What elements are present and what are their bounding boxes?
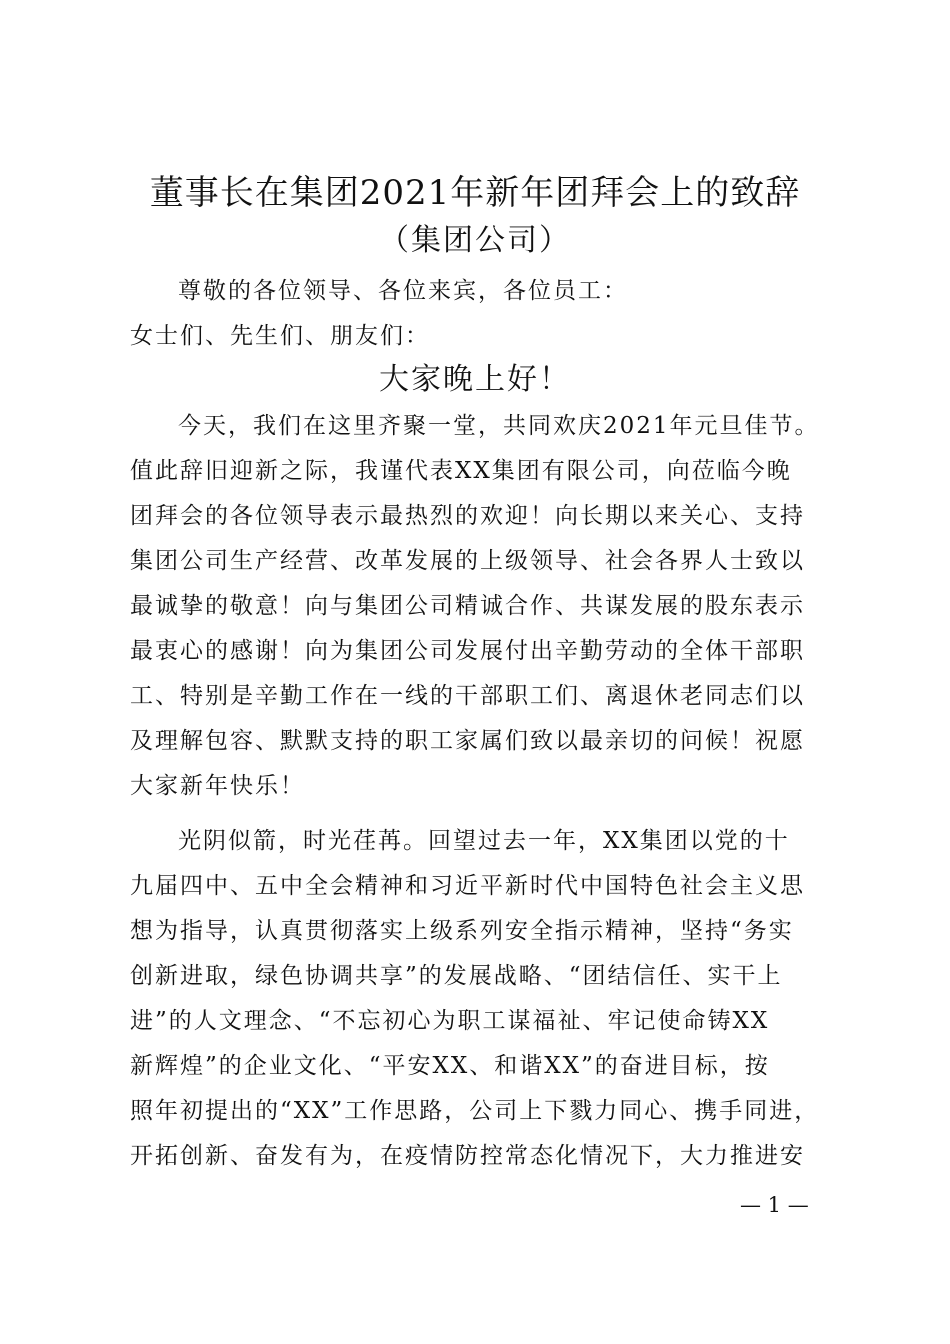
paragraph-line: 最诚挚的敬意！向与集团公司精诚合作、共谋发展的股东表示 xyxy=(130,593,805,619)
paragraph-line: 开拓创新、奋发有为，在疫情防控常态化情况下，大力推进安 xyxy=(130,1143,805,1169)
page-number: — 1 — xyxy=(740,1193,809,1217)
paragraph-line: 新辉煌”的企业文化、“平安XX、和谐XX”的奋进目标，按 xyxy=(130,1053,770,1079)
paragraph-line: 今天，我们在这里齐聚一堂，共同欢庆2021年元旦佳节。 xyxy=(178,413,820,439)
salutation-line: 女士们、先生们、朋友们： xyxy=(130,323,430,349)
paragraph-line: 及理解包容、默默支持的职工家属们致以最亲切的问候！祝愿 xyxy=(130,728,805,754)
paragraph-line: 团拜会的各位领导表示最热烈的欢迎！向长期以来关心、支持 xyxy=(130,503,805,529)
paragraph-line: 集团公司生产经营、改革发展的上级领导、社会各界人士致以 xyxy=(130,548,805,574)
paragraph-line: 九届四中、五中全会精神和习近平新时代中国特色社会主义思 xyxy=(130,873,805,899)
document-subtitle: （集团公司） xyxy=(379,223,571,258)
paragraph-line: 照年初提出的“XX”工作思路，公司上下戮力同心、携手同进， xyxy=(130,1098,820,1124)
paragraph-line: 值此辞旧迎新之际，我谨代表XX集团有限公司，向莅临今晚 xyxy=(130,458,792,484)
paragraph-line: 光阴似箭，时光荏苒。回望过去一年，XX集团以党的十 xyxy=(178,828,790,854)
paragraph-line: 最衷心的感谢！向为集团公司发展付出辛勤劳动的全体干部职 xyxy=(130,638,805,664)
paragraph-line: 大家新年快乐！ xyxy=(130,773,305,799)
paragraph-line: 创新进取，绿色协调共享”的发展战略、“团结信任、实干上 xyxy=(130,963,783,989)
paragraph-line: 工、特别是辛勤工作在一线的干部职工们、离退休老同志们以 xyxy=(130,683,805,709)
greeting-heading: 大家晚上好！ xyxy=(379,362,571,397)
paragraph-line: 想为指导，认真贯彻落实上级系列安全指示精神，坚持“务实 xyxy=(130,918,794,944)
salutation-line: 尊敬的各位领导、各位来宾，各位员工： xyxy=(178,278,628,304)
paragraph-line: 进”的人文理念、“不忘初心为职工谋福祉、牢记使命铸XX xyxy=(130,1008,770,1034)
document-title: 董事长在集团2021年新年团拜会上的致辞 xyxy=(149,173,801,213)
